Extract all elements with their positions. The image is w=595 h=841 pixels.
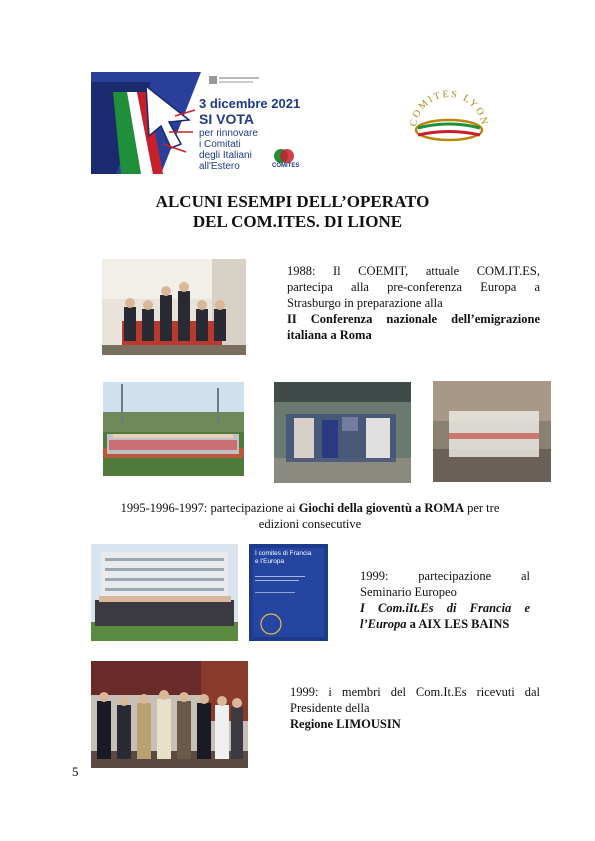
caption-1999-limousin (290, 684, 540, 732)
caption-line-bold: II Conferenza nazionale dell’emigrazione (287, 312, 540, 326)
caption-text: per tre (463, 501, 500, 515)
election-banner (91, 72, 309, 174)
photo-games-indoor (274, 382, 411, 483)
banner-subtitle-line: all'Estero (199, 161, 240, 172)
caption-line: Strasburgo in preparazione alla (287, 296, 443, 310)
caption-line (90, 500, 530, 516)
caption-line: 1988: Il COEMIT, attuale COM.IT.ES, (287, 264, 540, 278)
caption-text: 1995-1996-1997: partecipazione ai (120, 501, 299, 515)
caption-1988 (287, 263, 540, 343)
photo-games-team (433, 381, 551, 482)
caption-line: edizioni consecutive (258, 517, 362, 531)
photo-1999-seminar-group (91, 544, 238, 641)
caption-1995-1997 (90, 500, 530, 532)
photo-1988-group (102, 259, 246, 355)
photo-seminar-brochure (249, 544, 328, 641)
page-number: 5 (72, 764, 79, 779)
brochure-title (255, 550, 311, 566)
caption-line-bold: Regione LIMOUSIN (290, 717, 401, 731)
caption-line-bold: italiana a Roma (287, 328, 372, 342)
brochure-title-line: e l'Europa (255, 558, 285, 565)
caption-line (360, 616, 530, 632)
svg-text:COMITES LYON (408, 89, 490, 128)
photo-1999-limousin (91, 661, 248, 768)
logo-emblem (404, 80, 494, 170)
banner-subtitle-line: i Comitati (199, 139, 241, 150)
caption-line: Presidente della (290, 701, 370, 715)
banner-headline: SI VOTA (199, 111, 254, 127)
title-line: ALCUNI ESEMPI DELL’OPERATO (155, 192, 430, 211)
photo-games-stadium (103, 382, 244, 476)
banner-date: 3 dicembre 2021 (199, 96, 301, 111)
caption-line: 1999: i membri del Com.It.Es ricevuti dal (290, 685, 540, 699)
caption-line: 1999: partecipazione al (360, 569, 530, 583)
caption-line-bold-italic: I Com.iIt.Es di Francia e (360, 601, 530, 615)
caption-text-bold: a AIX LES BAINS (406, 617, 510, 631)
comites-lyon-logo (404, 80, 494, 170)
banner-badge: COMITES (272, 163, 300, 169)
caption-line: Seminario Europeo (360, 585, 457, 599)
caption-line: partecipa alla pre-conferenza Europa a (287, 280, 540, 294)
banner-subtitle-line: degli Italiani (199, 150, 252, 161)
caption-text-bold: Giochi della gioventù a ROMA (298, 501, 464, 515)
title-line: DEL COM.ITES. DI LIONE (192, 212, 403, 231)
brochure-title-line: I comites di Francia (255, 550, 312, 557)
caption-text-bold-italic: l’Europa (360, 617, 407, 631)
logo-ring-text: COMITES LYON (408, 88, 490, 128)
banner-subtitle-line: per rinnovare (199, 128, 258, 139)
page-title (0, 192, 595, 232)
caption-1999-seminar (360, 568, 530, 632)
